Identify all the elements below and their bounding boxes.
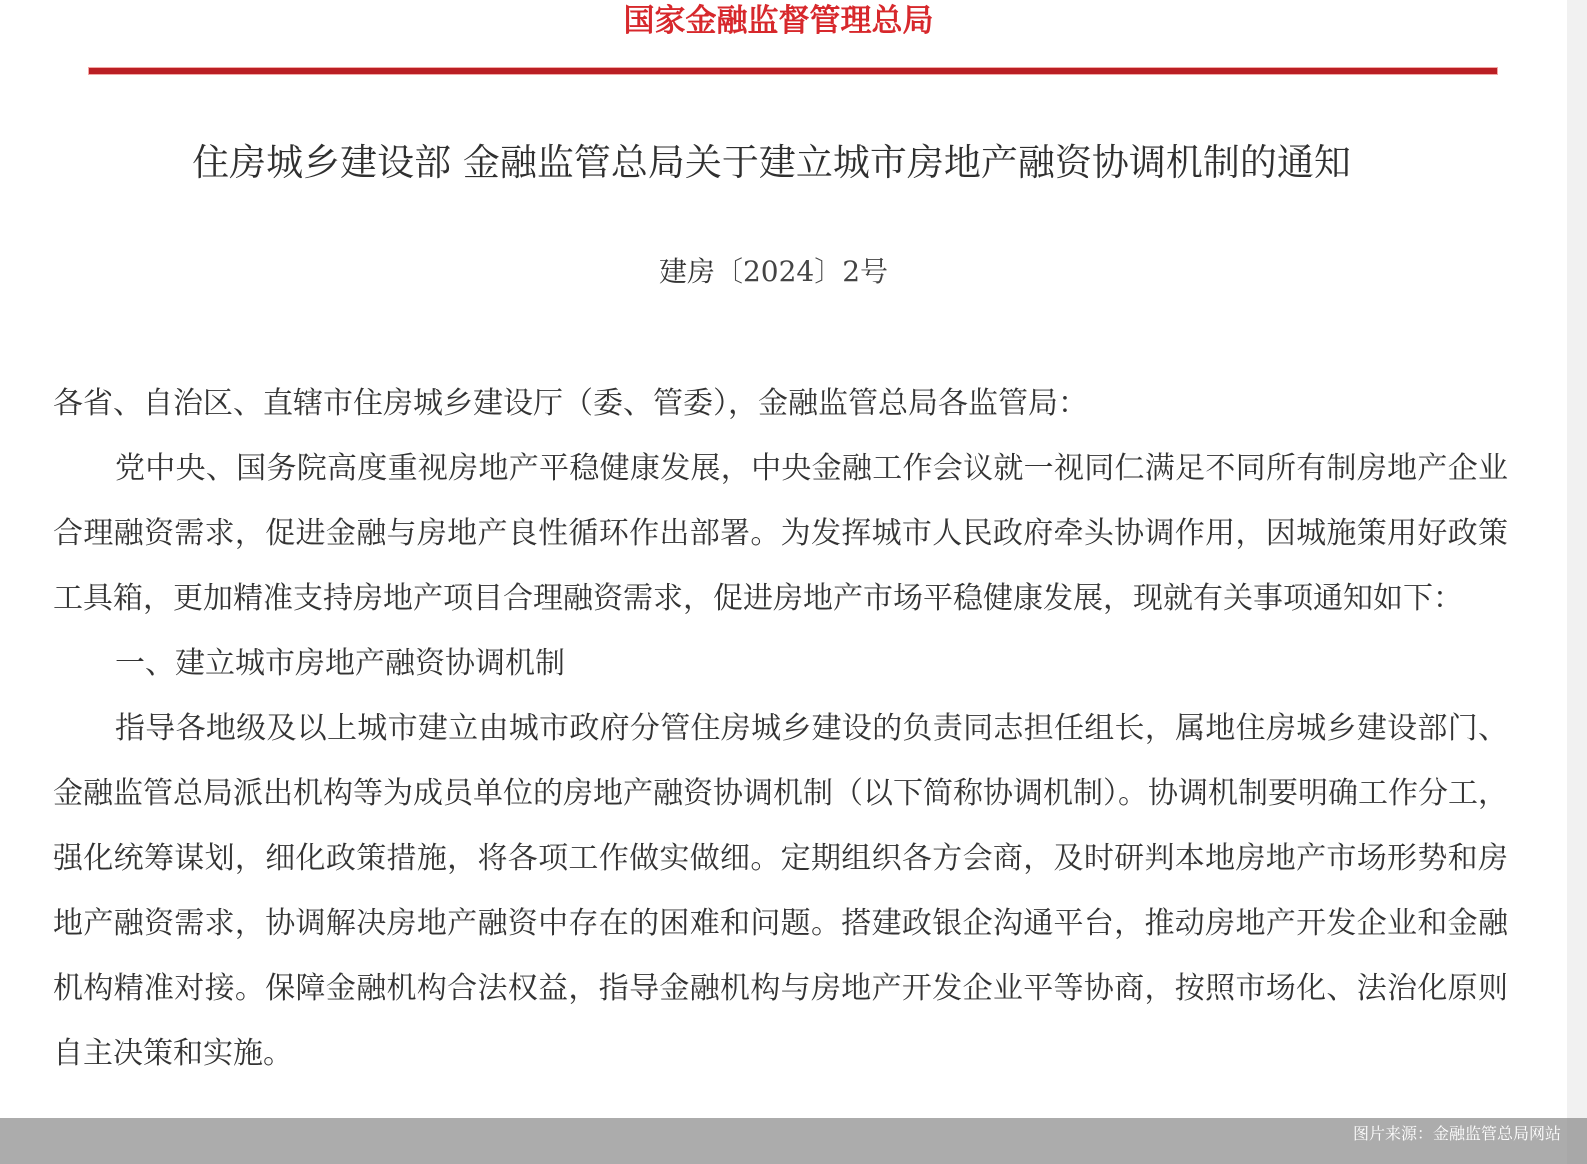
document-number-prefix: 建房 bbox=[658, 255, 715, 288]
document-title: 住房城乡建设部 金融监管总局关于建立城市房地产融资协调机制的通知 bbox=[192, 141, 1351, 184]
intro-paragraph: 党中央、国务院高度重视房地产平稳健康发展，中央金融工作会议就一视同仁满足不同所有制房地产企业合理融资需求，促进金融与房地产良性循环作出部署。为发挥城市人民政府牵头协调作用，因城施策用好政策工具箱，更加精准支持房地产项目合理融资需求，促进房地产市场平稳健康发展，现就有关事项通知如下： bbox=[53, 451, 1508, 616]
image-source-caption: 图片来源：金融监管总局网站 bbox=[1352, 1124, 1561, 1143]
document-number bbox=[0, 252, 1557, 292]
red-divider-rule bbox=[89, 68, 1497, 74]
masthead-title: 国家金融监督管理总局 bbox=[623, 3, 934, 39]
salutation: 各省、自治区、直辖市住房城乡建设厅（委、管委），金融监管总局各监管局： bbox=[53, 386, 1088, 421]
masthead bbox=[0, 0, 1567, 44]
document-number-value: 〔2024〕2号 bbox=[714, 255, 889, 288]
section-heading: 一、建立城市房地产融资协调机制 bbox=[115, 646, 565, 681]
page-margin-strip bbox=[1567, 0, 1587, 1164]
document-body bbox=[53, 371, 1508, 1086]
caption-overlay bbox=[0, 1118, 1587, 1164]
section-paragraph: 指导各地级及以上城市建立由城市政府分管住房城乡建设的负责同志担任组长，属地住房城乡建设部门、金融监管总局派出机构等为成员单位的房地产融资协调机制（以下简称协调机制）。协调机制要明确工作分工，强化统筹谋划，细化政策措施，将各项工作做实做细。定期组织各方会商，及时研判本地房地产市场形势和房地产融资需求，协调解决房地产融资中存在的困难和问题。搭建政银企沟通平台，推动房地产开发企业和金融机构精准对接。保障金融机构合法权益，指导金融机构与房地产开发企业平等协商，按照市场化、法治化原则自主决策和实施。 bbox=[53, 711, 1508, 1071]
